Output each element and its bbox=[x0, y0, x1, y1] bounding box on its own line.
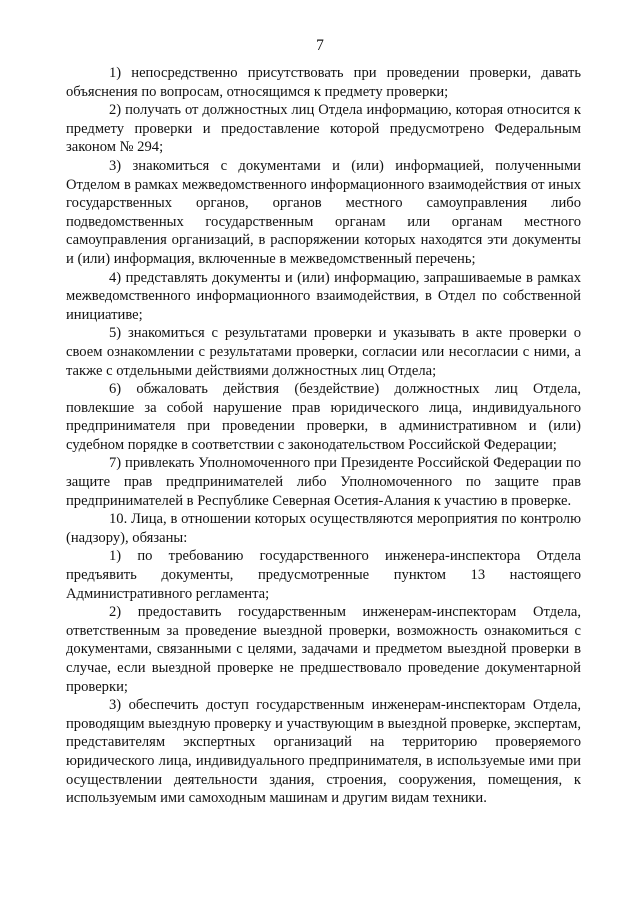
paragraph-right-1: 1) непосредственно присутствовать при проведении проверки, давать объяснения по вопросам, относящимся к предмету проверки; bbox=[66, 65, 581, 100]
paragraph-right-2: 2) получать от должностных лиц Отдела информацию, которая относится к предмету проверки и предоставление которой предусмотрено Федеральным законом № 294; bbox=[66, 102, 581, 156]
paragraph-right-3: 3) знакомиться с документами и (или) информацией, полученными Отделом в рамках межведомственного информационного взаимодействия от иных государственных органов, органов местного самоуправления либо подведомственных государственным органам или органам местного самоуправления организаций, в распоряжении которых находятся эти документы и (или) информация, включенные в межведомственный перечень; bbox=[66, 157, 581, 267]
paragraph-right-5: 5) знакомиться с результатами проверки и указывать в акте проверки о своем ознакомлении с результатами проверки, согласии или несогласии с ними, а также с отдельными действиями должностных лиц Отдела; bbox=[66, 325, 581, 379]
paragraph-duty-3: 3) обеспечить доступ государственным инженерам-инспекторам Отдела, проводящим выездную проверку и участвующим в выездной проверке, экспертам, представителям экспертных организаций на территорию проверяемого юридического лица, индивидуального предпринимателя, в используемые ими при осуществлении деятельности здания, строения, сооружения, помещения, к используемым ими самоходным машинам и другим видам техники. bbox=[66, 697, 581, 807]
paragraph-duty-1: 1) по требованию государственного инженера-инспектора Отдела предъявить документы, предусмотренные пунктом 13 настоящего Административного регламента; bbox=[66, 548, 581, 602]
paragraph-right-4: 4) представлять документы и (или) информацию, запрашиваемые в рамках межведомственного информационного взаимодействия, в Отдел по собственной инициативе; bbox=[66, 269, 581, 323]
paragraph-duty-2: 2) предоставить государственным инженерам-инспекторам Отдела, ответственным за проведение выездной проверки, возможность ознакомиться с документами, связанными с целями, задачами и предметом выездной проверки в случае, если выездной проверке не предшествовало проведение документарной проверки; bbox=[66, 604, 581, 695]
document-body bbox=[66, 64, 581, 808]
paragraph-right-7: 7) привлекать Уполномоченного при Президенте Российской Федерации по защите прав предпринимателей либо Уполномоченного по защите прав предпринимателей в Республике Северная Осетия-Алания к участию в проверке. bbox=[66, 455, 581, 509]
paragraph-right-6: 6) обжаловать действия (бездействие) должностных лиц Отдела, повлекшие за собой нарушение прав юридического лица, индивидуального предпринимателя при проведении проверки, в административном и (или) судебном порядке в соответствии с законодательством Российской Федерации; bbox=[66, 381, 581, 453]
page-number: 7 bbox=[316, 37, 324, 54]
paragraph-section-10: 10. Лица, в отношении которых осуществляются мероприятия по контролю (надзору), обязаны: bbox=[66, 511, 581, 546]
